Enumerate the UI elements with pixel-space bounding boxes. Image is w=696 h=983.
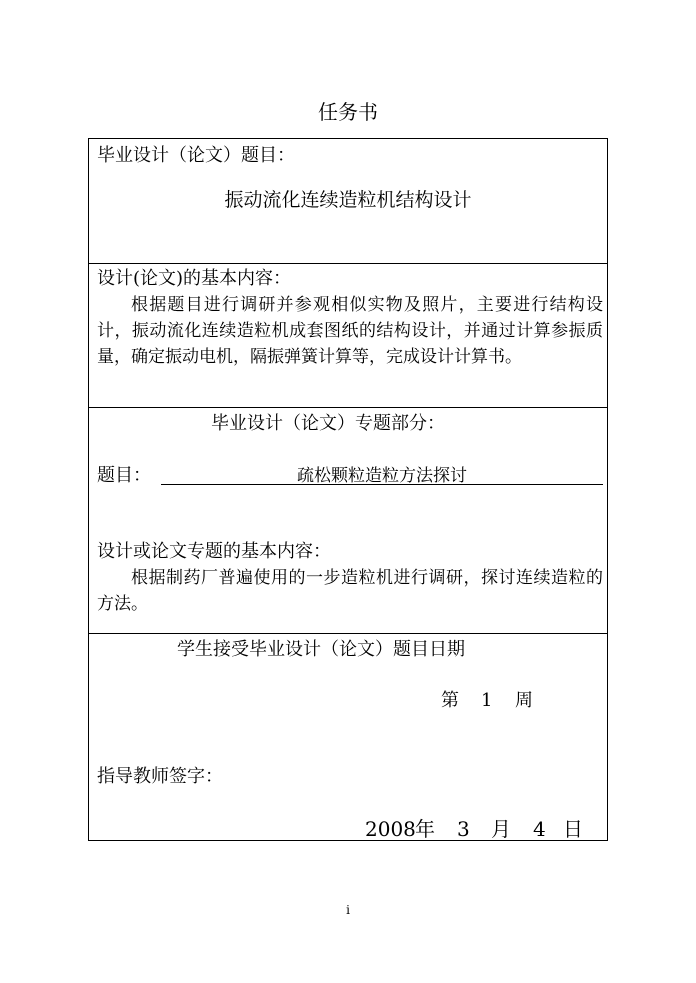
special-topic-value: 疏松颗粒造粒方法探讨 xyxy=(297,466,467,486)
date-day: 4 xyxy=(533,817,546,841)
date-day-unit: 日 xyxy=(563,817,583,841)
advisor-signature-label: 指导教师签字： xyxy=(97,766,223,787)
date-year-unit: 年 xyxy=(415,817,435,841)
row-divider xyxy=(89,633,607,634)
date-month-unit: 月 xyxy=(491,817,511,841)
special-part-heading: 毕业设计（论文）专题部分： xyxy=(211,413,445,434)
task-table xyxy=(88,138,608,841)
basic-content-label: 设计(论文)的基本内容： xyxy=(97,268,292,289)
week-suffix: 周 xyxy=(515,690,533,711)
special-topic-label: 题目： xyxy=(97,465,151,486)
doc-title: 任务书 xyxy=(318,100,378,124)
thesis-title-label: 毕业设计（论文）题目： xyxy=(97,145,295,166)
date-month: 3 xyxy=(457,817,470,841)
row-divider xyxy=(89,263,607,264)
week-prefix: 第 xyxy=(441,690,459,711)
special-content-paragraph: 根据制药厂普遍使用的一步造粒机进行调研，探讨连续造粒的方法。 xyxy=(97,568,603,614)
basic-content-paragraph: 根据题目进行调研并参观相似实物及照片，主要进行结构设计，振动流化连续造粒机成套图纸的结构设计，并通过计算参振质量，确定振动电机，隔振弹簧计算等，完成设计计算书。 xyxy=(97,295,603,367)
row-divider xyxy=(89,407,607,408)
special-content-label: 设计或论文专题的基本内容： xyxy=(97,541,331,562)
date-year: 2008 xyxy=(365,817,416,841)
thesis-title-value: 振动流化连续造粒机结构设计 xyxy=(224,189,472,211)
week-number: 1 xyxy=(481,690,493,711)
receive-date-heading: 学生接受毕业设计（论文）题目日期 xyxy=(177,639,465,660)
page-number: i xyxy=(346,903,350,917)
